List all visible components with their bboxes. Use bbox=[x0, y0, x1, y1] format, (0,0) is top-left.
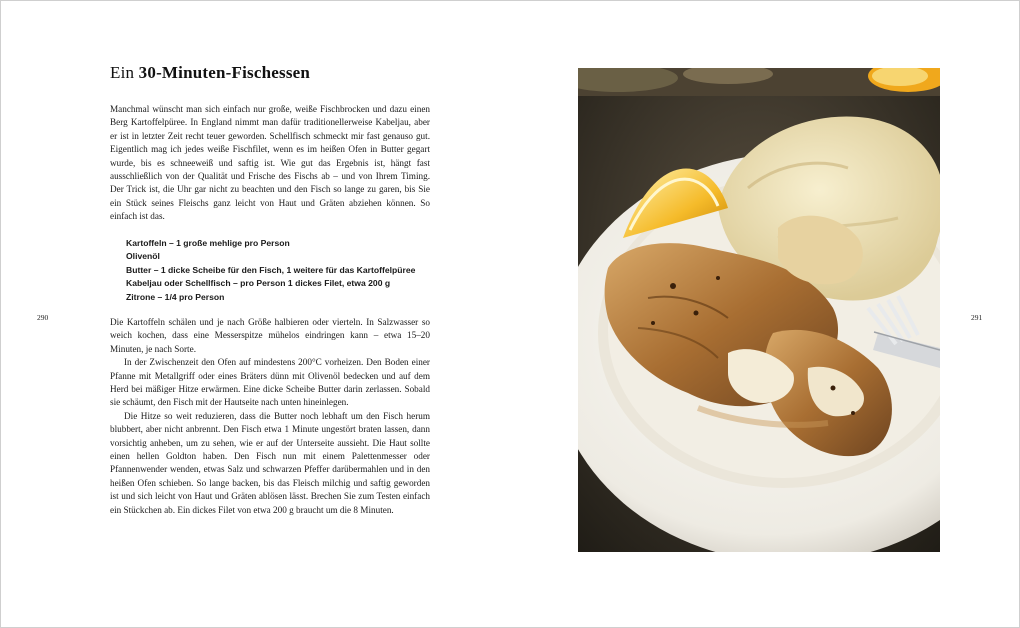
page-number-left: 290 bbox=[37, 313, 49, 322]
intro-paragraph bbox=[110, 103, 430, 224]
intro-text: Manchmal wünscht man sich einfach nur große, weiße Fischbrocken und dazu einen Berg Kartoffelpüree. In England nimmt man dafür traditionellerweise Kabeljau, aber er ist in letzter Zeit recht teuer geworden. Schellfisch schmeckt mir fast genauso gut. Eigentlich mag ich jedes weiße Fischfilet, wenn es im heißen Ofen in Butter gegart wurde, bis es schneeweiß und saftig ist. Wie gut das Ergebnis ist, hängt fast ausschließlich von der Qualität und Frische des Fischs ab – und von Ihrem Timing. Der Trick ist, die Uhr gar nicht zu beachten und den Fisch so lange zu garen, bis Sie ein Stück seines Fleischs ganz leicht von Haut und Gräten abziehen können. So einfach ist das. bbox=[110, 104, 430, 222]
ingredient-item: Butter – 1 dicke Scheibe für den Fisch, 1 weitere für das Kartoffelpüree bbox=[126, 264, 416, 275]
food-photo bbox=[578, 68, 940, 552]
ingredient-item: Kartoffeln – 1 große mehlige pro Person bbox=[126, 238, 290, 248]
ingredient-list bbox=[126, 237, 426, 304]
ingredient-item: Olivenöl bbox=[126, 251, 160, 262]
title-bold: 30-Minuten-Fischessen bbox=[138, 63, 311, 82]
method-paragraph: Die Hitze so weit reduzieren, dass die Butter noch lebhaft um den Fisch herum blubbert, aber nicht anbrennt. Den Fisch etwa 1 Minute ungestört braten lassen, dann vorsichtig anheben, um zu sehen, wie er auf der Unterseite aussieht. Die Haut sollte einen hellen Goldton haben. Den Fisch nun mit einem Palettenmesser oder Pfannenwender wenden, etwas Salz und schwarzen Pfeffer darübermahlen und in den heißen Ofen schieben. So lange backen, bis das Fleisch milchig und saftig geworden ist und sich leicht von Haut und Gräten ablösen lässt. Brechen Sie zum Testen einfach ein Stückchen ab. Ein dickes Filet von etwa 200 g braucht um die 8 Minuten. bbox=[110, 410, 430, 515]
method-paragraph: In der Zwischenzeit den Ofen auf mindestens 200°C vorheizen. Den Boden einer Pfanne mit Metallgriff oder eines Bräters dünn mit Olivenöl bedecken und auf dem Herd bei mäßiger Hitze erwärmen. Eine dicke Scheibe Butter darin zerlassen. Sobald sie schäumt, den Fisch mit der Hautseite nach unten hineinlegen. bbox=[110, 357, 430, 408]
method-text bbox=[110, 316, 430, 517]
ingredient-item: Zitrone – 1/4 pro Person bbox=[126, 291, 225, 302]
page-title bbox=[110, 63, 310, 83]
page-number-right: 291 bbox=[971, 313, 983, 322]
food-photo-illustration bbox=[578, 68, 940, 552]
ingredient-item: Kabeljau oder Schellfisch – pro Person 1 dickes Filet, etwa 200 g bbox=[126, 278, 391, 289]
method-paragraph: Die Kartoffeln schälen und je nach Größe halbieren oder vierteln. In Salzwasser so weich kochen, dass eine Messerspitze mühelos eindringen kann – etwa 15–20 Minuten, je nach Sorte. bbox=[110, 317, 430, 354]
title-prefix: Ein bbox=[110, 63, 139, 82]
